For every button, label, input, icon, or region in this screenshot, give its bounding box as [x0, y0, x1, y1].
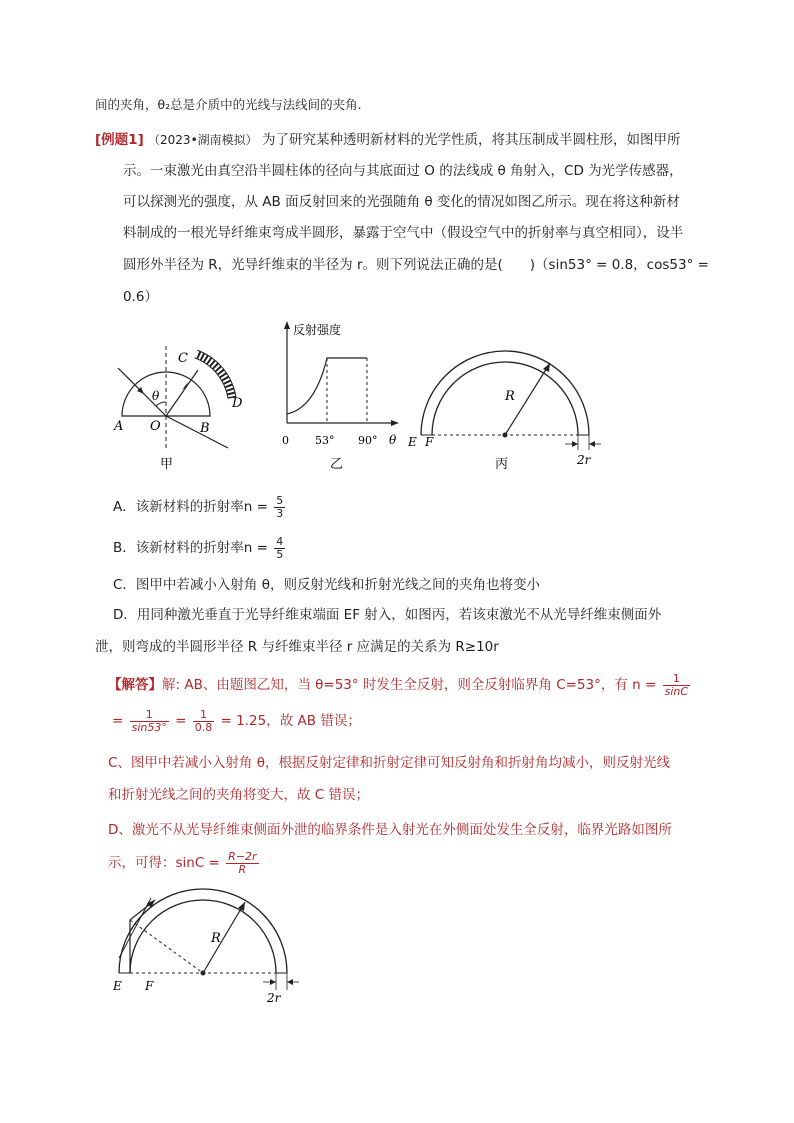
- figure-bing: [405, 318, 605, 475]
- answer-line-6: 示，可得：sinC = $\frac{R-2r}{R}$: [108, 849, 257, 876]
- example-line-0: 为了研究某种透明新材料的光学性质，将其压制成半圆柱形，如图甲所: [261, 132, 681, 148]
- caption-yi: 乙: [330, 457, 344, 472]
- answer-line-4: 和折射光线之间的夹角将变大，故 C 错误；: [108, 787, 370, 803]
- ans-label-e: E: [113, 979, 122, 993]
- example-line-5: 0.6）: [123, 289, 158, 305]
- example-source: （2023•湖南模拟）: [148, 133, 258, 147]
- option-d-line1: D．用同种激光垂直于光导纤维束端面 EF 射入，如图丙，若该束激光不从光导纤维束侧面外: [113, 607, 662, 623]
- tick-90: 90°: [358, 434, 378, 447]
- example-line-1: 示。一束激光由真空沿半圆柱体的径向与其底面过 O 的法线成 θ 角射入，CD 为光学传感器，: [123, 163, 683, 179]
- answer-line-3: C、图甲中若减小入射角 θ，根据反射定律和折射定律可知反射角和折射角均减小，则反射光线: [108, 755, 670, 771]
- caption-jia: 甲: [160, 457, 174, 472]
- answer-line-5: D、激光不从光导纤维束侧面外泄的临界条件是入射光在外侧面处发生全反射，临界光路如图所: [108, 822, 672, 838]
- label-theta: θ: [152, 389, 160, 403]
- tick-53: 53°: [315, 434, 335, 447]
- y-label: 反射强度: [293, 323, 342, 337]
- reflected-ray: [166, 370, 198, 416]
- intro-line: 间的夹角，θ₂总是介质中的光线与法线间的夹角.: [95, 97, 362, 112]
- ans-fiber-outer: [119, 889, 287, 973]
- figure-yi: [275, 318, 405, 475]
- option-a: A．该新材料的折射率n = $\frac{5}{3}$: [113, 493, 284, 520]
- option-d-line2: 泄，则弯成的半圆形半径 R 与纤维束半径 r 应满足的关系为 R≥10r: [95, 639, 499, 655]
- label-o: O: [150, 419, 161, 434]
- example-line-3: 料制成的一根光导纤维束弯成半圆形，暴露于空气中（假设空气中的折射率与真空相同），设半: [123, 225, 684, 241]
- ans-label-2r: 2r: [267, 991, 281, 1005]
- example-first-line: [95, 131, 680, 149]
- label-2r: 2r: [577, 453, 591, 467]
- ans-radius: [203, 902, 245, 973]
- option-b: B．该新材料的折射率n = $\frac{4}{5}$: [113, 534, 284, 561]
- label-e: E: [408, 435, 417, 449]
- label-r: R: [505, 389, 515, 404]
- example-line-4: 圆形外半径为 R，光导纤维束的半径为 r。则下列说法正确的是( )（sin53° = 0.8，cos53° =: [123, 257, 709, 273]
- caption-bing: 丙: [495, 457, 509, 472]
- option-c: C．图甲中若减小入射角 θ，则反射光线和折射光线之间的夹角也将变小: [113, 577, 540, 593]
- ans-label-r: R: [211, 931, 221, 946]
- example-line-2: 可以探测光的强度，从 AB 面反射回来的光强随角 θ 变化的情况如图乙所示。现在将这种新材: [123, 194, 680, 210]
- label-b: B: [200, 421, 210, 436]
- ans-fiber-inner: [130, 900, 276, 973]
- tick-0: 0: [282, 434, 289, 447]
- label-a: A: [114, 419, 124, 434]
- label-d: D: [232, 396, 243, 411]
- ans-label-f: F: [145, 979, 154, 993]
- example-tag: [例题1]: [95, 132, 144, 148]
- answer-line-1: 【解答】解: AB、由题图乙知，当 θ=53° 时发生全反射，则全反射临界角 C=53°，有 n = $\frac{1}{\sin C}$: [108, 671, 689, 698]
- figure-jia: [110, 340, 270, 475]
- label-c: C: [178, 351, 188, 366]
- figure-answer: [105, 880, 305, 1005]
- x-label: θ: [389, 433, 397, 447]
- answer-line-2: = $\frac{1}{\sin 53^\circ}$ = $\frac{1}{0.8}$ = 1.25，故 AB 错误；: [112, 707, 361, 734]
- label-f: F: [425, 435, 434, 449]
- refracted-ray: [166, 416, 228, 448]
